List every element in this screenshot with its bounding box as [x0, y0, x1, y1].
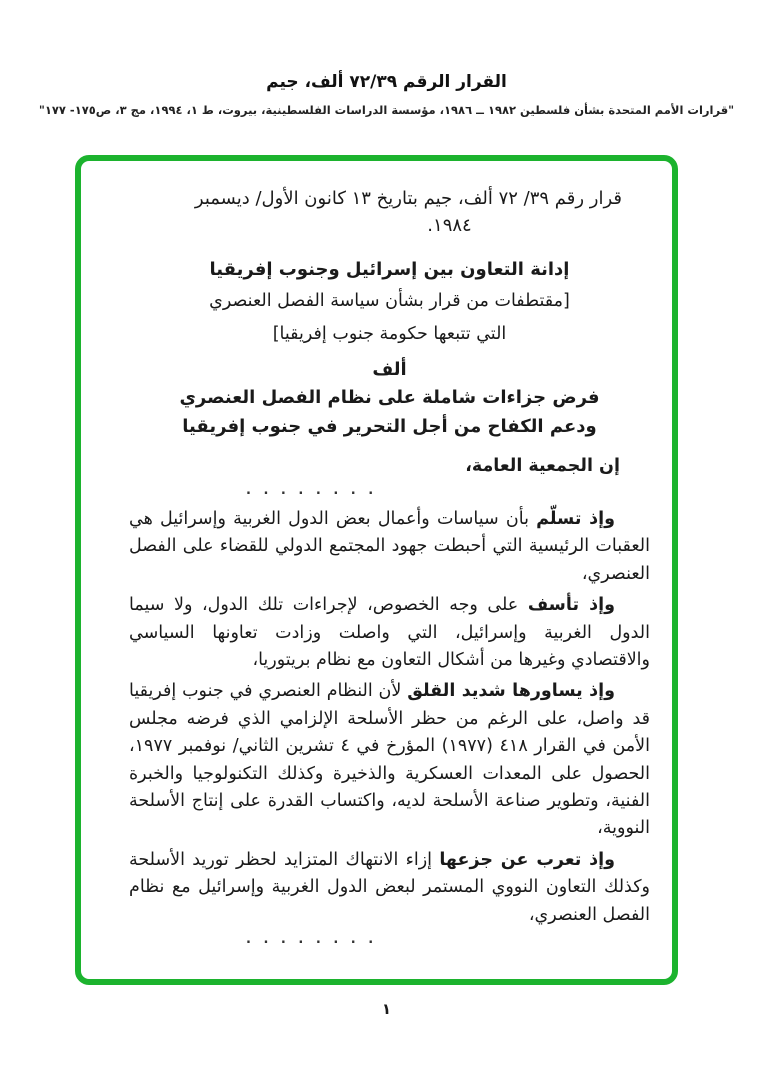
preamble-paragraph: [129, 847, 650, 929]
preamble-paragraph: [129, 678, 650, 842]
paragraph-text: على وجه الخصوص، لإجراءات تلك الدول، ولا سيما الدول الغربية وإسرائيل، التي واصلت وزادت تعاونها السياسي والاقتصادي وغيرها من أشكال التعاون مع نظام بريتوريا،: [129, 595, 650, 671]
paragraph-lead: وإذ يساورها شديد القلق: [407, 681, 615, 702]
resolution-number-title: القرار الرقم ٧٢/٣٩ ألف، جيم: [266, 72, 507, 92]
excerpt-note-line2: التي تتبعها حكومة جنوب إفريقيا]: [272, 324, 507, 344]
resolution-date-line: قرار رقم ٣٩/ ٧٢ ألف، جيم بتاريخ ١٣ كانون الأول/ ديسمبر: [194, 188, 622, 209]
ellipsis-omission-line-2: . . . . . . . .: [246, 932, 378, 948]
condemnation-heading: إدانة التعاون بين إسرائيل وجنوب إفريقيا: [209, 259, 570, 280]
preamble-paragraph: [129, 506, 650, 588]
source-citation: "قرارات الأمم المتحدة بشأن فلسطين ١٩٨٢ ــ ١٩٨٦، مؤسسة الدراسات الفلسطينية، بيروت، ط ١، ١٩٩٤، مج ٣، ص١٧٥- ١٧٧": [38, 103, 735, 117]
resolution-subject-line2: ودعم الكفاح من أجل التحرير في جنوب إفريقيا: [182, 416, 597, 437]
document-header: [0, 0, 773, 117]
paragraph-text: بأن سياسات وأعمال بعض الدول الغربية وإسرائيل هي العقبات الرئيسية التي أحبطت جهود المجتمع الدولي للقضاء على الفصل العنصري،: [129, 509, 650, 584]
paragraph-lead: وإذ تأسف: [527, 595, 615, 616]
resolution-date-year: ١٩٨٤.: [427, 215, 472, 236]
resolution-subject-line1: فرض جزاءات شاملة على نظام الفصل العنصري: [179, 387, 600, 408]
paragraph-text: إزاء الانتهاك المتزايد لحظر توريد الأسلحة وكذلك التعاون النووي المستمر لبعض الدول الغربية وإسرائيل مع نظام الفصل العنصري،: [129, 849, 650, 925]
excerpt-note-line1: [مقتطفات من قرار بشأن سياسة الفصل العنصري: [209, 291, 570, 311]
paragraph-text: لأن النظام العنصري في جنوب إفريقيا قد واصل، على الرغم من حظر الأسلحة الإلزامي الذي فرضه مجلس الأمن في القرار ٤١٨ (١٩٧٧) المؤرخ في ٤ تشرين الثاني/ نوفمبر ١٩٧٧، الحصول على المعدات العسكرية والذخيرة وكذلك التكنولوجيا والخبرة الفنية، وتطوير صناعة الأسلحة لديه، واكتساب القدرة على إنتاج الأسلحة النووية،: [129, 681, 650, 839]
paragraph-lead: وإذ تسلّم: [536, 509, 615, 529]
general-assembly-salutation: إن الجمعية العامة،: [465, 456, 620, 476]
section-letter-alif: ألف: [372, 359, 407, 380]
green-highlight-frame: [75, 155, 678, 985]
page-number: ١: [381, 1000, 392, 1018]
preamble-paragraph: [129, 592, 650, 674]
ellipsis-omission-line-1: . . . . . . . .: [246, 483, 378, 498]
paragraph-lead: وإذ تعرب عن جزعها: [439, 849, 615, 870]
